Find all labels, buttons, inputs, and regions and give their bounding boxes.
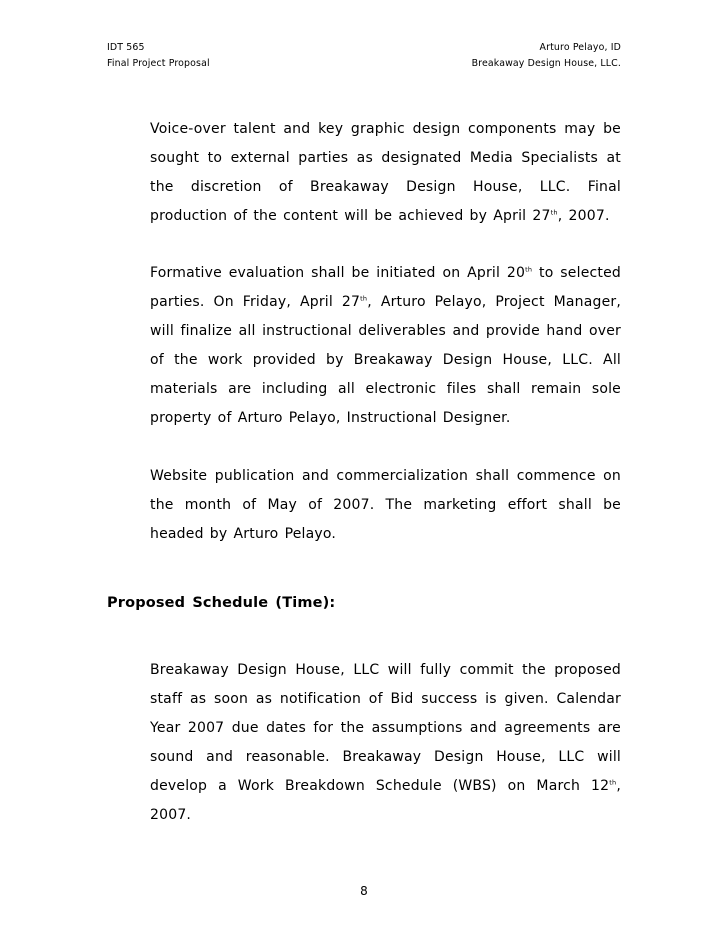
paragraph-formative-evaluation bbox=[150, 259, 621, 433]
paragraph-text: , 2007. bbox=[557, 208, 610, 224]
paragraph-text: Formative evaluation shall be initiated on April 20 bbox=[150, 265, 526, 281]
page-number: 8 bbox=[360, 884, 368, 898]
paragraph-text: Breakaway Design House, LLC will fully commit the proposed staff as soon as notification of Bid success is given. Calendar Year 2007 due dates for the assumptions and agreements are sound and reasonable. Breakaway Design House, LLC will develop a Work Breakdown Schedule (WBS) on March 12 bbox=[150, 662, 621, 794]
ordinal-suffix: th bbox=[525, 265, 533, 274]
header-course: IDT 565 bbox=[107, 42, 145, 53]
paragraph-text: , Arturo Pelayo, Project Manager, will finalize all instructional deliverables and provide hand over of the work provided by Breakaway Design House, LLC. All materials are including all electronic files shall remain sole property of Arturo Pelayo, Instructional Designer. bbox=[150, 294, 622, 426]
paragraph-text: to selected parties. On Friday, April 27 bbox=[150, 265, 621, 310]
paragraph-text: , 2007. bbox=[150, 778, 621, 823]
header-left bbox=[107, 40, 210, 72]
header-author: Arturo Pelayo, ID bbox=[539, 42, 621, 53]
section-heading-proposed-schedule: Proposed Schedule (Time): bbox=[107, 595, 336, 611]
paragraph-voice-over bbox=[150, 115, 621, 231]
header-doc-type: Final Project Proposal bbox=[107, 58, 210, 69]
paragraph-text: Voice-over talent and key graphic design components may be sought to external parties as designated Media Specialists at the discretion of Breakaway Design House, LLC. Final production of the content will be achieved by April 27 bbox=[150, 121, 621, 224]
ordinal-suffix: th bbox=[550, 208, 558, 217]
paragraph-schedule-commitment bbox=[150, 656, 621, 830]
paragraph-website-publication: Website publication and commercialization shall commence on the month of May of 2007. The marketing effort shall be headed by Arturo Pelayo. bbox=[150, 468, 621, 542]
header-company: Breakaway Design House, LLC. bbox=[471, 58, 621, 69]
ordinal-suffix: th bbox=[360, 294, 368, 303]
ordinal-suffix: th bbox=[609, 778, 617, 787]
header-right bbox=[472, 40, 621, 72]
